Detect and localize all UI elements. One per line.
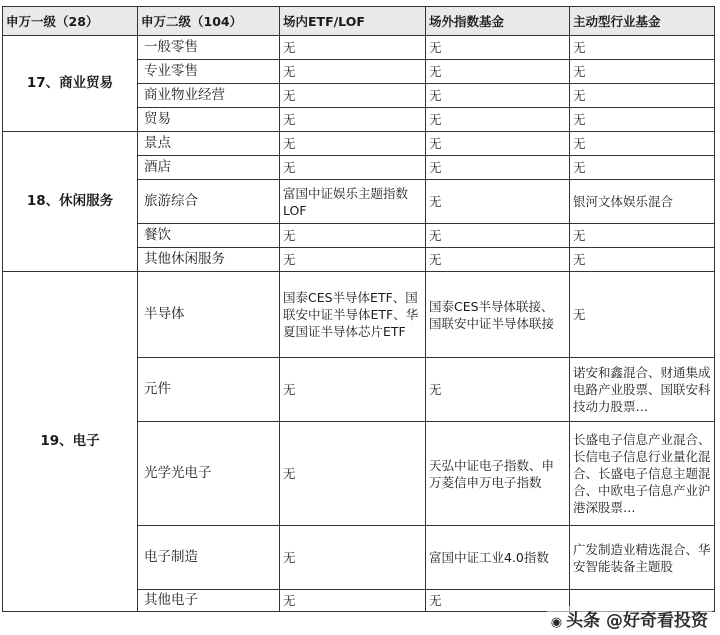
level2-category: 一般零售: [138, 36, 280, 60]
level2-category: 光学光电子: [138, 422, 280, 526]
level2-category: 元件: [138, 358, 280, 422]
level2-category: 其他电子: [138, 590, 280, 612]
camera-icon: ◉: [550, 615, 563, 630]
index-fund-cell: 国泰CES半导体联接、国联安中证半导体联接: [426, 272, 570, 358]
header-index-fund: 场外指数基金: [426, 7, 570, 36]
index-fund-cell: 无: [426, 132, 570, 156]
active-fund-cell: 无: [570, 108, 715, 132]
fund-table: [2, 6, 715, 612]
index-fund-cell: 无: [426, 60, 570, 84]
etf-cell: 无: [280, 132, 426, 156]
index-fund-cell: 无: [426, 108, 570, 132]
etf-cell: 无: [280, 108, 426, 132]
etf-cell: 无: [280, 60, 426, 84]
index-fund-cell: 富国中证工业4.0指数: [426, 526, 570, 590]
table-row: [3, 36, 715, 60]
active-fund-cell: 无: [570, 132, 715, 156]
index-fund-cell: 无: [426, 36, 570, 60]
active-fund-cell: 无: [570, 224, 715, 248]
etf-cell: 无: [280, 248, 426, 272]
level2-category: 商业物业经营: [138, 84, 280, 108]
etf-cell: 无: [280, 36, 426, 60]
level2-category: 景点: [138, 132, 280, 156]
active-fund-cell: 无: [570, 84, 715, 108]
etf-cell: 无: [280, 526, 426, 590]
level2-category: 贸易: [138, 108, 280, 132]
header-active-fund: 主动型行业基金: [570, 7, 715, 36]
header-etf: 场内ETF/LOF: [280, 7, 426, 36]
level1-category: 18、休闲服务: [3, 132, 138, 272]
active-fund-cell: 无: [570, 36, 715, 60]
etf-cell: 无: [280, 156, 426, 180]
active-fund-cell: 诺安和鑫混合、财通集成电路产业股票、国联安科技动力股票…: [570, 358, 715, 422]
etf-cell: 国泰CES半导体ETF、国联安中证半导体ETF、华夏国证半导体芯片ETF: [280, 272, 426, 358]
header-level1: 申万一级（28）: [3, 7, 138, 36]
level2-category: 酒店: [138, 156, 280, 180]
level2-category: 电子制造: [138, 526, 280, 590]
index-fund-cell: 无: [426, 248, 570, 272]
index-fund-cell: 无: [426, 590, 570, 612]
level2-category: 餐饮: [138, 224, 280, 248]
watermark-text: 头条 @好奇看投资: [566, 611, 708, 631]
etf-cell: 无: [280, 358, 426, 422]
etf-cell: 无: [280, 590, 426, 612]
active-fund-cell: 广发制造业精选混合、华安智能装备主题股: [570, 526, 715, 590]
etf-cell: 无: [280, 422, 426, 526]
index-fund-cell: 无: [426, 358, 570, 422]
level2-category: 旅游综合: [138, 180, 280, 224]
table-row: [3, 132, 715, 156]
level1-category: 17、商业贸易: [3, 36, 138, 132]
active-fund-cell: 无: [570, 60, 715, 84]
etf-cell: 无: [280, 224, 426, 248]
active-fund-cell: 无: [570, 156, 715, 180]
index-fund-cell: 天弘中证电子指数、申万菱信申万电子指数: [426, 422, 570, 526]
table-row: [3, 272, 715, 358]
table-body: [3, 36, 715, 612]
index-fund-cell: 无: [426, 156, 570, 180]
level1-category: 19、电子: [3, 272, 138, 612]
active-fund-cell: 无: [570, 272, 715, 358]
etf-cell: 富国中证娱乐主题指数LOF: [280, 180, 426, 224]
level2-category: 专业零售: [138, 60, 280, 84]
header-row: [3, 7, 715, 36]
active-fund-cell: 无: [570, 248, 715, 272]
index-fund-cell: 无: [426, 84, 570, 108]
level2-category: 其他休闲服务: [138, 248, 280, 272]
active-fund-cell: 银河文体娱乐混合: [570, 180, 715, 224]
active-fund-cell: 长盛电子信息产业混合、长信电子信息行业量化混合、长盛电子信息主题混合、中欧电子信息产业沪港深股票…: [570, 422, 715, 526]
index-fund-cell: 无: [426, 180, 570, 224]
etf-cell: 无: [280, 84, 426, 108]
index-fund-cell: 无: [426, 224, 570, 248]
header-level2: 申万二级（104）: [138, 7, 280, 36]
level2-category: 半导体: [138, 272, 280, 358]
watermark: [547, 606, 712, 631]
